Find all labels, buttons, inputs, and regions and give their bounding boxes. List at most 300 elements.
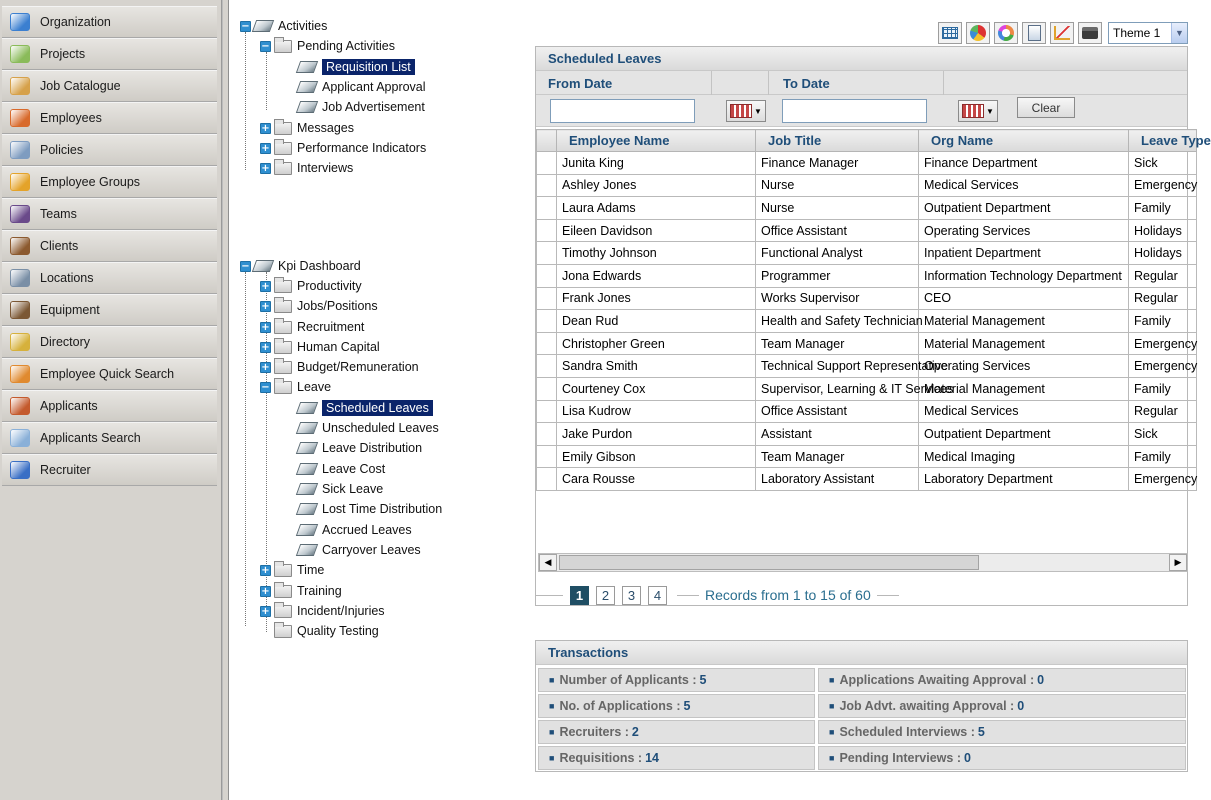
row-selector[interactable] [537,197,557,220]
date-filter-row [536,95,1187,127]
tree-label: Requisition List [322,59,415,75]
stat-value: 5 [699,673,707,687]
clients-icon [10,237,30,255]
date-filter-header [536,71,1187,95]
table-row[interactable] [537,468,1197,491]
report-icon [296,101,318,113]
table-row[interactable] [537,287,1197,310]
clear-button[interactable]: Clear [1017,97,1075,118]
expand-icon[interactable]: + [261,585,270,597]
projects-icon [10,45,30,63]
splitter[interactable] [222,0,229,800]
document-chart-button[interactable] [1022,22,1046,44]
sidebar-item-employee-groups[interactable] [2,166,217,198]
calendar-icon [730,104,752,118]
main-navigation [0,0,222,800]
expand-icon[interactable]: + [261,122,270,134]
bullet-icon: ■ [549,701,555,711]
recruiter-icon [10,461,30,479]
column-header-job-title[interactable]: Job Title [756,130,919,152]
leave-type-cell: Sick [1129,423,1197,446]
job-title-cell: Assistant [756,423,919,446]
job-title-cell: Programmer [756,264,919,287]
sidebar-item-directory[interactable] [2,326,217,358]
folder-icon [274,381,292,394]
sidebar-item-label: Equipment [40,303,100,317]
theme-select[interactable] [1108,22,1188,44]
sidebar-item-equipment[interactable] [2,294,217,326]
tree-label: Performance Indicators [297,141,427,155]
table-row[interactable] [537,242,1197,265]
tree-node-interviews[interactable] [260,158,353,178]
collapse-icon[interactable]: − [241,20,250,32]
tree-label: Accrued Leaves [322,523,412,537]
employee-name-cell: Timothy Johnson [557,242,756,265]
stat-label: Pending Interviews : [839,751,961,765]
org-name-cell: Inpatient Department [919,242,1129,265]
org-name-cell: Outpatient Department [919,423,1129,446]
employee-name-cell: Jona Edwards [557,264,756,287]
report-icon [296,422,318,434]
employee-name-cell: Laura Adams [557,197,756,220]
module-icon [252,260,274,272]
folder-icon [274,585,292,598]
expand-icon[interactable]: + [261,162,270,174]
transaction-stat [538,720,815,744]
calendar-icon [962,104,984,118]
folder-icon [274,300,292,313]
divider [677,595,699,596]
employee-name-cell: Junita King [557,152,756,175]
stat-value: 0 [964,751,971,765]
tree-label: Sick Leave [322,482,384,496]
to-date-calendar-button[interactable] [958,100,998,122]
stat-value: 14 [645,751,659,765]
table-row[interactable] [537,197,1197,220]
row-selector[interactable] [537,219,557,242]
folder-icon [274,142,292,155]
report-icon [296,442,318,454]
employee-name-cell: Emily Gibson [557,445,756,468]
tree-node-accrued-leaves[interactable] [298,520,412,540]
stat-label: No. of Applications : [559,699,681,713]
expand-icon[interactable]: + [261,605,270,617]
equipment-icon [10,301,30,319]
divider [877,595,899,596]
tree-node-sick-leave[interactable] [298,479,383,499]
panel-title: Scheduled Leaves [536,47,1187,71]
tree-label: Job Advertisement [322,100,425,114]
sidebar-item-label: Employees [40,111,102,125]
scroll-right-icon[interactable]: ▶ [1169,554,1187,571]
page-button-1[interactable]: 1 [570,586,589,605]
tree-label: Messages [297,121,354,135]
divider [535,595,563,596]
line-chart-button[interactable] [1050,22,1074,44]
job-title-cell: Laboratory Assistant [756,468,919,491]
org-name-cell: Medical Services [919,174,1129,197]
stat-label: Job Advt. awaiting Approval : [839,699,1015,713]
stat-label: Recruiters : [559,725,629,739]
tree-node-applicant-approval[interactable] [298,77,426,97]
tree-node-messages[interactable] [260,118,354,138]
tree-label: Incident/Injuries [297,604,385,618]
from-date-label: From Date [548,76,613,91]
sidebar-item-label: Clients [40,239,79,253]
employee-groups-icon [10,173,30,191]
transaction-stat [818,694,1186,718]
tree-node-pending-activities[interactable] [260,36,395,56]
folder-icon [274,341,292,354]
transactions-panel [535,640,1188,772]
folder-icon [274,122,292,135]
job-title-cell: Functional Analyst [756,242,919,265]
teams-icon [10,205,30,223]
row-selector[interactable] [537,423,557,446]
row-selector[interactable] [537,152,557,175]
transaction-stat [818,720,1186,744]
row-selector[interactable] [537,332,557,355]
sidebar-item-policies[interactable] [2,134,217,166]
stat-label: Requisitions : [559,751,643,765]
table-body [537,152,1197,561]
page-button-3[interactable]: 3 [622,586,641,605]
tree-node-leave-distribution[interactable] [298,438,422,458]
folder-icon [274,564,292,577]
report-icon [296,402,318,414]
sidebar-item-label: Teams [40,207,77,221]
stat-value: 0 [1037,673,1045,687]
tree-label: Quality Testing [297,624,379,638]
stat-value: 5 [683,699,691,713]
leave-type-cell: Family [1129,310,1197,333]
leave-type-cell: Regular [1129,287,1197,310]
tree-label: Scheduled Leaves [322,400,433,416]
sidebar-item-applicants-search[interactable] [2,422,217,454]
leave-type-cell: Family [1129,445,1197,468]
column-header-employee-name[interactable]: Employee Name [557,130,756,152]
expand-icon[interactable]: + [261,341,270,353]
table-row[interactable] [537,400,1197,423]
tree-label: Productivity [297,279,362,293]
folder-icon [274,321,292,334]
bullet-icon: ■ [829,727,835,737]
row-selector[interactable] [537,174,557,197]
report-icon [296,524,318,536]
tree-label: Kpi Dashboard [278,259,361,273]
bullet-icon: ■ [829,675,835,685]
job-title-cell: Team Manager [756,445,919,468]
table-row[interactable] [537,332,1197,355]
row-selector[interactable] [537,355,557,378]
bullet-icon: ■ [549,753,555,763]
module-icon [252,20,274,32]
org-name-cell: Operating Services [919,355,1129,378]
leave-type-cell: Emergency [1129,174,1197,197]
tree-label: Lost Time Distribution [322,502,443,516]
applicants-search-icon [10,429,30,447]
tree-label: Applicant Approval [322,80,426,94]
org-name-cell: Information Technology Department [919,264,1129,287]
tree-node-job-advertisement[interactable] [298,97,425,117]
sidebar-item-applicants[interactable] [2,390,217,422]
page-buttons [563,586,667,605]
tree-node-performance-indicators[interactable] [260,138,426,158]
transaction-stat [818,668,1186,692]
org-name-cell: Material Management [919,332,1129,355]
org-name-cell: Laboratory Department [919,468,1129,491]
tree-node-requisition-list[interactable] [298,57,415,77]
grid-view-button[interactable] [938,22,962,44]
sidebar-item-organization[interactable] [2,6,217,38]
table-row[interactable] [537,174,1197,197]
org-name-cell: Medical Services [919,400,1129,423]
row-selector[interactable] [537,377,557,400]
sidebar-item-projects[interactable] [2,38,217,70]
job-title-cell: Works Supervisor [756,287,919,310]
column-header-leave-type[interactable]: Leave Type [1129,130,1197,152]
stat-value: 2 [631,725,639,739]
employee-name-cell: Courteney Cox [557,377,756,400]
stat-value: 5 [977,725,985,739]
row-selector[interactable] [537,287,557,310]
job-title-cell: Finance Manager [756,152,919,175]
pie-chart-button[interactable] [966,22,990,44]
report-icon [296,503,318,515]
employee-name-cell: Christopher Green [557,332,756,355]
employee-name-cell: Jake Purdon [557,423,756,446]
folder-icon [274,40,292,53]
to-date-input[interactable] [782,99,927,123]
print-button[interactable] [1078,22,1102,44]
to-date-label: To Date [783,76,830,91]
tree-node-training[interactable] [260,581,342,601]
employee-name-cell: Sandra Smith [557,355,756,378]
folder-icon [274,361,292,374]
records-summary: Records from 1 to 15 of 60 [705,587,871,603]
tree-label: Recruitment [297,320,365,334]
sidebar-item-teams[interactable] [2,198,217,230]
employee-name-cell: Frank Jones [557,287,756,310]
leave-type-cell: Holidays [1129,219,1197,242]
sidebar-item-label: Projects [40,47,86,61]
table-row[interactable] [537,355,1197,378]
sidebar-item-label: Recruiter [40,463,91,477]
tree-label: Leave Distribution [322,441,423,455]
stat-label: Number of Applicants : [559,673,697,687]
theme-value: Theme 1 [1113,26,1161,40]
tree-node-activities[interactable] [240,16,327,36]
sidebar-item-label: Employee Groups [40,175,141,189]
document-icon [1028,25,1041,41]
tree-node-time[interactable] [260,560,324,580]
horizontal-scrollbar[interactable] [538,553,1188,572]
tree-node-incident-injuries[interactable] [260,601,385,621]
leave-type-cell: Family [1129,377,1197,400]
job-title-cell: Office Assistant [756,400,919,423]
chevron-down-icon: ▼ [1171,23,1187,43]
row-selector[interactable] [537,242,557,265]
table-row[interactable] [537,377,1197,400]
bullet-icon: ■ [829,701,835,711]
table-row[interactable] [537,152,1197,175]
employees-icon [10,109,30,127]
leave-type-cell: Emergency [1129,332,1197,355]
pie-chart-icon [970,25,986,41]
org-name-cell: Material Management [919,310,1129,333]
quick-search-icon [10,365,30,383]
org-name-cell: Material Management [919,377,1129,400]
scheduled-leaves-panel [535,46,1211,606]
grid-icon [942,27,958,39]
divider [711,71,712,95]
leave-type-cell: Emergency [1129,468,1197,491]
table-header-row [537,130,1197,152]
org-chart-icon [10,13,30,31]
row-selector[interactable] [537,310,557,333]
row-selector[interactable] [537,445,557,468]
leave-type-cell: Holidays [1129,242,1197,265]
sidebar-item-employee-quick-search[interactable] [2,358,217,390]
bullet-icon: ■ [549,727,555,737]
tree-node-recruitment[interactable] [260,317,364,337]
expand-icon[interactable]: + [261,564,270,576]
empty-grid-area [537,490,1197,560]
leave-type-cell: Regular [1129,400,1197,423]
tree-node-leave[interactable] [260,377,331,397]
tree-label: Time [297,563,325,577]
tree-label: Interviews [297,161,354,175]
table-row[interactable] [537,423,1197,446]
tree-node-budget-remuneration[interactable] [260,357,419,377]
divider [768,71,769,95]
donut-chart-button[interactable] [994,22,1018,44]
employee-name-cell: Eileen Davidson [557,219,756,242]
employee-name-cell: Ashley Jones [557,174,756,197]
report-icon [296,61,318,73]
job-title-cell: Office Assistant [756,219,919,242]
page-button-4[interactable]: 4 [648,586,667,605]
transaction-stat [818,746,1186,770]
transaction-stat [538,668,815,692]
sidebar-item-employees[interactable] [2,102,217,134]
expand-icon[interactable]: + [261,142,270,154]
dropdown-arrow-icon: ▼ [986,106,994,116]
tree-node-jobs-positions[interactable] [260,296,378,316]
report-icon [296,81,318,93]
page-button-2[interactable]: 2 [596,586,615,605]
collapse-icon[interactable]: − [261,40,270,52]
transactions-title: Transactions [536,641,1187,665]
sidebar-item-clients[interactable] [2,230,217,262]
job-title-cell: Supervisor, Learning & IT Services [756,377,919,400]
scroll-thumb[interactable] [559,555,979,570]
tree-node-human-capital[interactable] [260,337,380,357]
folder-icon [274,280,292,293]
leave-type-cell: Family [1129,197,1197,220]
pagination [535,583,935,607]
job-title-cell: Nurse [756,197,919,220]
job-catalogue-icon [10,77,30,95]
org-name-cell: Medical Imaging [919,445,1129,468]
leave-type-cell: Sick [1129,152,1197,175]
from-date-input[interactable] [550,99,695,123]
scroll-left-icon[interactable]: ◀ [539,554,557,571]
sidebar-item-label: Directory [40,335,91,349]
printer-icon [1082,27,1098,39]
tree-node-leave-cost[interactable] [298,459,385,479]
tree-node-carryover-leaves[interactable] [298,540,421,560]
chart-toolbar [938,22,1188,44]
folder-icon [274,605,292,618]
table-row[interactable] [537,264,1197,287]
tree-label: Activities [278,19,328,33]
expand-icon[interactable]: + [261,361,270,373]
sidebar-item-recruiter[interactable] [2,454,217,486]
tree-node-quality-testing[interactable] [274,621,379,641]
job-title-cell: Health and Safety Technician [756,310,919,333]
tree-label: Pending Activities [297,39,395,53]
policies-icon [10,141,30,159]
tree-node-scheduled-leaves[interactable] [298,398,433,418]
line-chart-icon [1054,26,1070,40]
collapse-icon[interactable]: − [241,260,250,272]
employee-name-cell: Cara Rousse [557,468,756,491]
expand-icon[interactable]: + [261,321,270,333]
row-selector-header [537,130,557,152]
org-name-cell: Finance Department [919,152,1129,175]
tree-node-unscheduled-leaves[interactable] [298,418,439,438]
leave-type-cell: Regular [1129,264,1197,287]
tree-label: Budget/Remuneration [297,360,419,374]
report-icon [296,483,318,495]
table-row[interactable] [537,445,1197,468]
bullet-icon: ■ [549,675,555,685]
from-date-calendar-button[interactable] [726,100,766,122]
column-header-org-name[interactable]: Org Name [919,130,1129,152]
expand-icon[interactable]: + [261,300,270,312]
directory-icon [10,333,30,351]
folder-icon [274,625,292,638]
report-icon [296,463,318,475]
sidebar-item-label: Job Catalogue [40,79,121,93]
table-row[interactable] [537,310,1197,333]
sidebar-item-label: Applicants Search [40,431,141,445]
collapse-icon[interactable]: − [261,381,270,393]
row-selector[interactable] [537,468,557,491]
applicants-icon [10,397,30,415]
tree-node-lost-time-distribution[interactable] [298,499,442,519]
employee-name-cell: Lisa Kudrow [557,400,756,423]
sidebar-item-label: Policies [40,143,84,157]
folder-icon [274,162,292,175]
tree-label: Jobs/Positions [297,299,378,313]
sidebar-item-job-catalogue[interactable] [2,70,217,102]
tree-node-kpi-dashboard[interactable] [240,256,361,276]
dropdown-arrow-icon: ▼ [754,106,762,116]
row-selector[interactable] [537,264,557,287]
tree-label: Training [297,584,342,598]
sidebar-item-locations[interactable] [2,262,217,294]
tree-node-productivity[interactable] [260,276,362,296]
job-title-cell: Technical Support Representative [756,355,919,378]
table-row[interactable] [537,219,1197,242]
row-selector[interactable] [537,400,557,423]
job-title-cell: Nurse [756,174,919,197]
expand-icon[interactable]: + [261,280,270,292]
stat-label: Scheduled Interviews : [839,725,975,739]
bullet-icon: ■ [829,753,835,763]
